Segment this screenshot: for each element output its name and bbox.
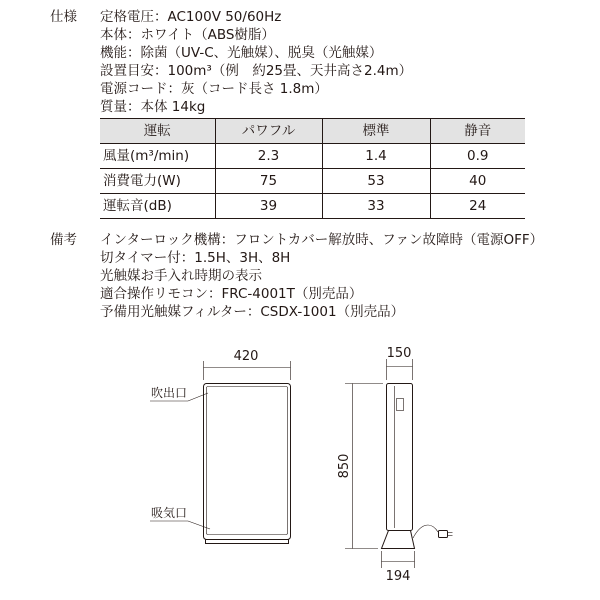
base-width-label: 194 bbox=[385, 569, 411, 584]
header-standard: 標準 bbox=[322, 119, 430, 144]
side-depth-label: 150 bbox=[386, 346, 412, 361]
notes-section-label: 備考 bbox=[50, 232, 77, 248]
row-label-noise: 運転音(dB) bbox=[100, 194, 215, 219]
spec-room-size: 設置目安：100m³（例 約25畳、天井高さ2.4m） bbox=[100, 63, 413, 79]
header-mode: 運転 bbox=[100, 119, 215, 144]
inlet-callout-label: 吸気口 bbox=[151, 506, 188, 520]
dimension-diagram bbox=[0, 330, 600, 600]
inlet-leader-line bbox=[150, 521, 210, 529]
front-cover-panel bbox=[207, 387, 288, 535]
spec-section-label: 仕様 bbox=[50, 9, 77, 25]
notes-list bbox=[100, 231, 543, 321]
note-remote-control: 適合操作リモコン：FRC-4001T（別売品） bbox=[100, 286, 363, 302]
note-off-timer: 切タイマー付：1.5H、3H、8H bbox=[100, 250, 291, 266]
table-cell: 24 bbox=[430, 194, 525, 219]
spec-functions: 機能：除菌（UV-C、光触媒）、脱臭（光触媒） bbox=[100, 45, 383, 61]
table-row bbox=[100, 194, 525, 219]
table-row bbox=[100, 169, 525, 194]
note-interlock: インターロック機構：フロントカバー解放時、ファン故障時（電源OFF） bbox=[100, 232, 544, 248]
note-maintenance-indicator: 光触媒お手入れ時期の表示 bbox=[100, 268, 262, 284]
table-cell: 2.3 bbox=[215, 144, 322, 169]
table-cell: 1.4 bbox=[322, 144, 430, 169]
row-label-power: 消費電力(W) bbox=[100, 169, 215, 194]
side-display-panel bbox=[397, 399, 404, 411]
spec-body-material: 本体：ホワイト（ABS樹脂） bbox=[100, 27, 275, 43]
row-label-airflow: 風量(m³/min) bbox=[100, 144, 215, 169]
table-cell: 39 bbox=[215, 194, 322, 219]
outlet-callout-label: 吹出口 bbox=[151, 386, 188, 400]
spec-power-cord: 電源コード：灰（コード長さ 1.8m） bbox=[100, 81, 328, 97]
header-quiet: 静音 bbox=[430, 119, 525, 144]
spec-list bbox=[100, 8, 412, 116]
performance-table bbox=[100, 118, 525, 219]
table-header-row bbox=[100, 119, 525, 144]
power-plug bbox=[439, 531, 448, 538]
side-body-outline bbox=[387, 384, 413, 531]
side-view bbox=[337, 346, 453, 584]
front-body-base bbox=[206, 540, 289, 544]
side-height-label: 850 bbox=[337, 453, 352, 479]
table-cell: 40 bbox=[430, 169, 525, 194]
table-row bbox=[100, 144, 525, 169]
note-spare-filter: 予備用光触媒フィルター：CSDX-1001（別売品） bbox=[100, 304, 405, 320]
spec-rated-voltage: 定格電圧：AC100V 50/60Hz bbox=[100, 9, 282, 25]
spec-weight: 質量：本体 14kg bbox=[100, 99, 206, 115]
table-cell: 0.9 bbox=[430, 144, 525, 169]
side-stand-base bbox=[382, 531, 415, 549]
front-width-label: 420 bbox=[233, 349, 259, 364]
front-view bbox=[150, 349, 291, 544]
power-cord bbox=[413, 525, 438, 538]
table-cell: 53 bbox=[322, 169, 430, 194]
table-cell: 75 bbox=[215, 169, 322, 194]
front-body-outline bbox=[204, 384, 291, 540]
table-cell: 33 bbox=[322, 194, 430, 219]
header-powerful: パワフル bbox=[215, 119, 322, 144]
